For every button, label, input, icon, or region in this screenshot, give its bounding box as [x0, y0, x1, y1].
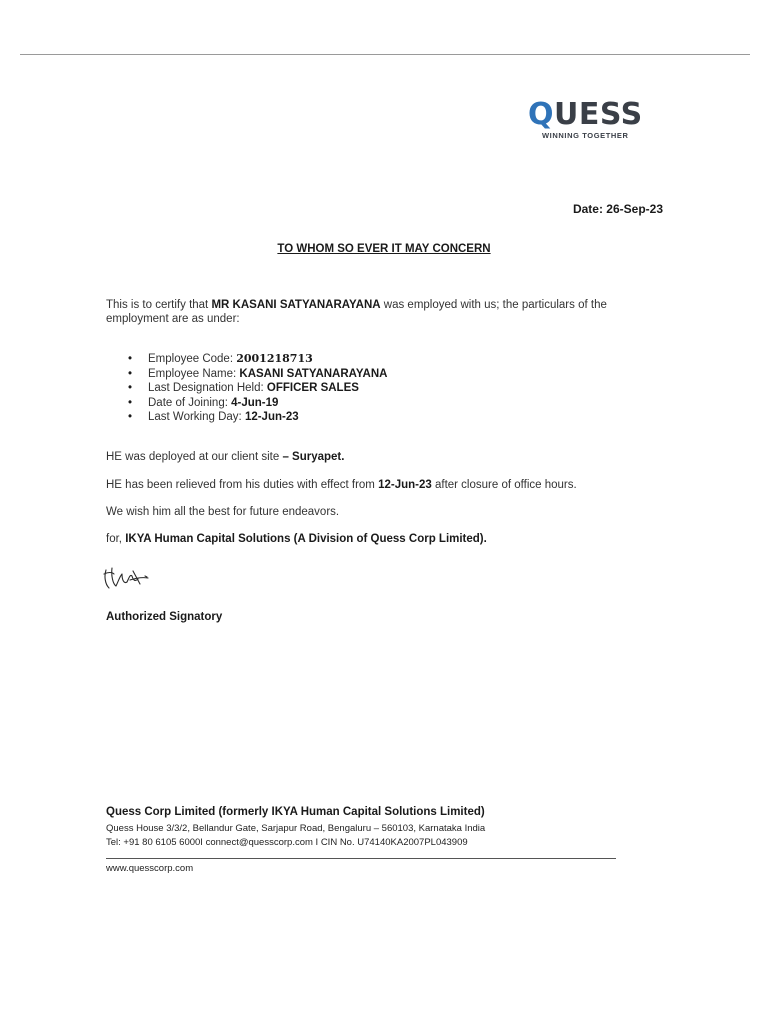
- top-divider: [20, 54, 750, 55]
- particular-label: Date of Joining:: [148, 396, 232, 409]
- signature-image: [100, 562, 152, 592]
- intro-paragraph: [106, 298, 666, 326]
- deployment-pre: HE was deployed at our client site: [106, 451, 283, 463]
- for-company-line: [106, 532, 487, 546]
- list-item-employee-code: [106, 352, 387, 367]
- list-item-last-working-day: [106, 410, 387, 425]
- employee-name-intro: MR KASANI SATYANARAYANA: [211, 299, 381, 311]
- particular-label: Last Designation Held:: [148, 382, 267, 394]
- relieved-post: after closure of office hours.: [431, 479, 577, 491]
- relieved-date: 12-Jun-23: [378, 479, 432, 491]
- intro-pre: This is to certify that: [106, 299, 212, 311]
- for-pre: for,: [106, 533, 126, 545]
- particular-value: KASANI SATYANARAYANA: [239, 367, 388, 380]
- footer-contact: Tel: +91 80 6105 6000I connect@quesscorp.com I CIN No. U74140KA2007PL043909: [106, 837, 468, 848]
- footer-divider: [106, 858, 616, 859]
- list-item-employee-name: [106, 367, 387, 382]
- company-name: IKYA Human Capital Solutions (A Division of Quess Corp Limited): [125, 533, 484, 545]
- particular-label: Last Working Day:: [148, 411, 245, 423]
- particular-label: Employee Name:: [148, 367, 240, 380]
- authorized-signatory: Authorized Signatory: [106, 611, 223, 623]
- deployment-paragraph: [106, 450, 344, 464]
- quess-logo: [528, 97, 660, 144]
- for-post: .: [483, 533, 487, 545]
- particular-value: 2001218713: [236, 352, 313, 365]
- letter-date: Date: 26-Sep-23: [572, 202, 663, 216]
- list-item-designation: [106, 381, 387, 396]
- relieved-paragraph: [106, 478, 577, 492]
- intro-post: was employed with us; the particulars of the employment are as under:: [106, 299, 607, 325]
- logo-wordmark: [528, 97, 643, 132]
- footer-website[interactable]: www.quesscorp.com: [106, 863, 194, 874]
- particular-value: OFFICER SALES: [266, 382, 359, 394]
- client-site: – Suryapet.: [282, 451, 345, 463]
- relieved-pre: HE has been relieved from his duties with effect from: [106, 479, 379, 491]
- wishes-paragraph: We wish him all the best for future endeavors.: [106, 506, 340, 518]
- particular-value: 4-Jun-19: [231, 396, 279, 409]
- footer-address: Quess House 3/3/2, Bellandur Gate, Sarjapur Road, Bengaluru – 560103, Karnataka India: [106, 823, 486, 834]
- particular-value: 12-Jun-23: [244, 411, 299, 423]
- particulars-list: [106, 352, 387, 425]
- list-item-date-of-joining: [106, 396, 387, 411]
- logo-tagline: WINNING TOGETHER: [542, 131, 629, 140]
- letter-heading: TO WHOM SO EVER IT MAY CONCERN: [277, 243, 491, 255]
- particular-label: Employee Code:: [148, 353, 237, 365]
- logo-letter-q: Q: [528, 97, 555, 132]
- logo-letters: UESS: [554, 97, 643, 132]
- footer-company: Quess Corp Limited (formerly IKYA Human Capital Solutions Limited): [106, 806, 485, 818]
